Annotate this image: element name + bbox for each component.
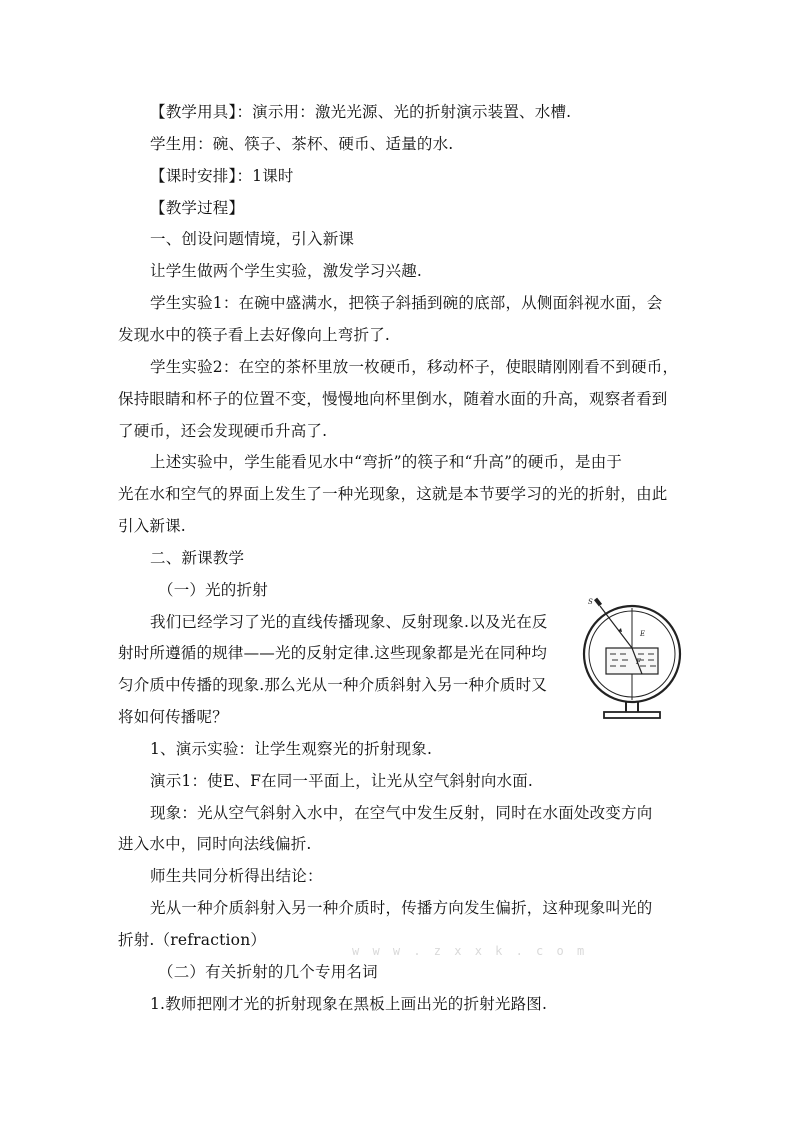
text-line: 将如何传播呢？ [118,708,228,726]
text-line: 让学生做两个学生实验，激发学习兴趣. [150,262,423,280]
water-tank [606,648,658,674]
label-f: F [636,658,641,666]
incident-ray [600,606,632,648]
text-line: 光从一种介质斜射入另一种介质时，传播方向发生偏折，这种现象叫光的 [150,899,653,917]
text-line: 学生用：碗、筷子、茶杯、硬币、适量的水. [150,135,454,153]
text-line: 师生共同分析得出结论： [150,867,323,885]
text-line: 折射.（refraction） [118,931,267,949]
text-line: 发现水中的筷子看上去好像向上弯折了. [118,326,391,344]
refraction-apparatus-figure [578,596,688,722]
text-line: 引入新课. [118,517,186,535]
label-e: E [640,630,646,638]
text-line: 一、创设问题情境，引入新课 [150,230,355,248]
refraction-apparatus-diagram [578,596,688,722]
text-line: 1.教师把刚才光的折射现象在黑板上画出光的折射光路图. [150,995,548,1013]
text-line: 学生实验2：在空的茶杯里放一枚硬币，移动杯子，使眼睛刚刚看不到硬币， [150,358,679,376]
stand-base [604,712,660,718]
text-line: 我们已经学习了光的直线传播现象、反射现象.以及光在反 [150,613,548,631]
section-heading: 二、新课教学 [150,549,245,567]
text-line: 匀介质中传播的现象.那么光从一种介质斜射入另一种介质时又 [118,676,548,694]
text-line: 【教学过程】 [150,199,245,217]
laser-source [594,598,602,607]
text-line: 上述实验中，学生能看见水中“弯折”的筷子和“升高”的硬币，是由于 [150,453,623,471]
text-line: 了硬币，还会发现硬币升高了. [118,422,328,440]
text-line: 1、演示实验：让学生观察光的折射现象. [150,740,433,758]
text-line: 【教学用具】：演示用：激光光源、光的折射演示装置、水槽. [150,103,572,121]
label-s: S [588,598,593,606]
text-line: 保持眼睛和杯子的位置不变，慢慢地向杯里倒水，随着水面的升高，观察者看到 [118,390,668,408]
text-line: 进入水中，同时向法线偏折. [118,835,312,853]
text-line: 学生实验1：在碗中盛满水，把筷子斜插到碗的底部，从侧面斜视水面，会 [150,294,663,312]
text-line: 演示1：使E、F在同一平面上，让光从空气斜射向水面. [150,772,534,790]
subsection-heading: （一）光的折射 [158,581,268,599]
subsection-heading: （二）有关折射的几个专用名词 [158,963,378,981]
text-line: 【课时安排】：1课时 [150,167,294,185]
watermark-text: w w w . z x x k . c o m [352,944,588,958]
text-line: 射时所遵循的规律——光的反射定律.这些现象都是光在同种均 [118,644,548,662]
text-line: 现象：光从空气斜射入水中，在空气中发生反射，同时在水面处改变方向 [150,804,653,822]
text-line: 光在水和空气的界面上发生了一种光现象，这就是本节要学习的光的折射，由此 [118,485,668,503]
